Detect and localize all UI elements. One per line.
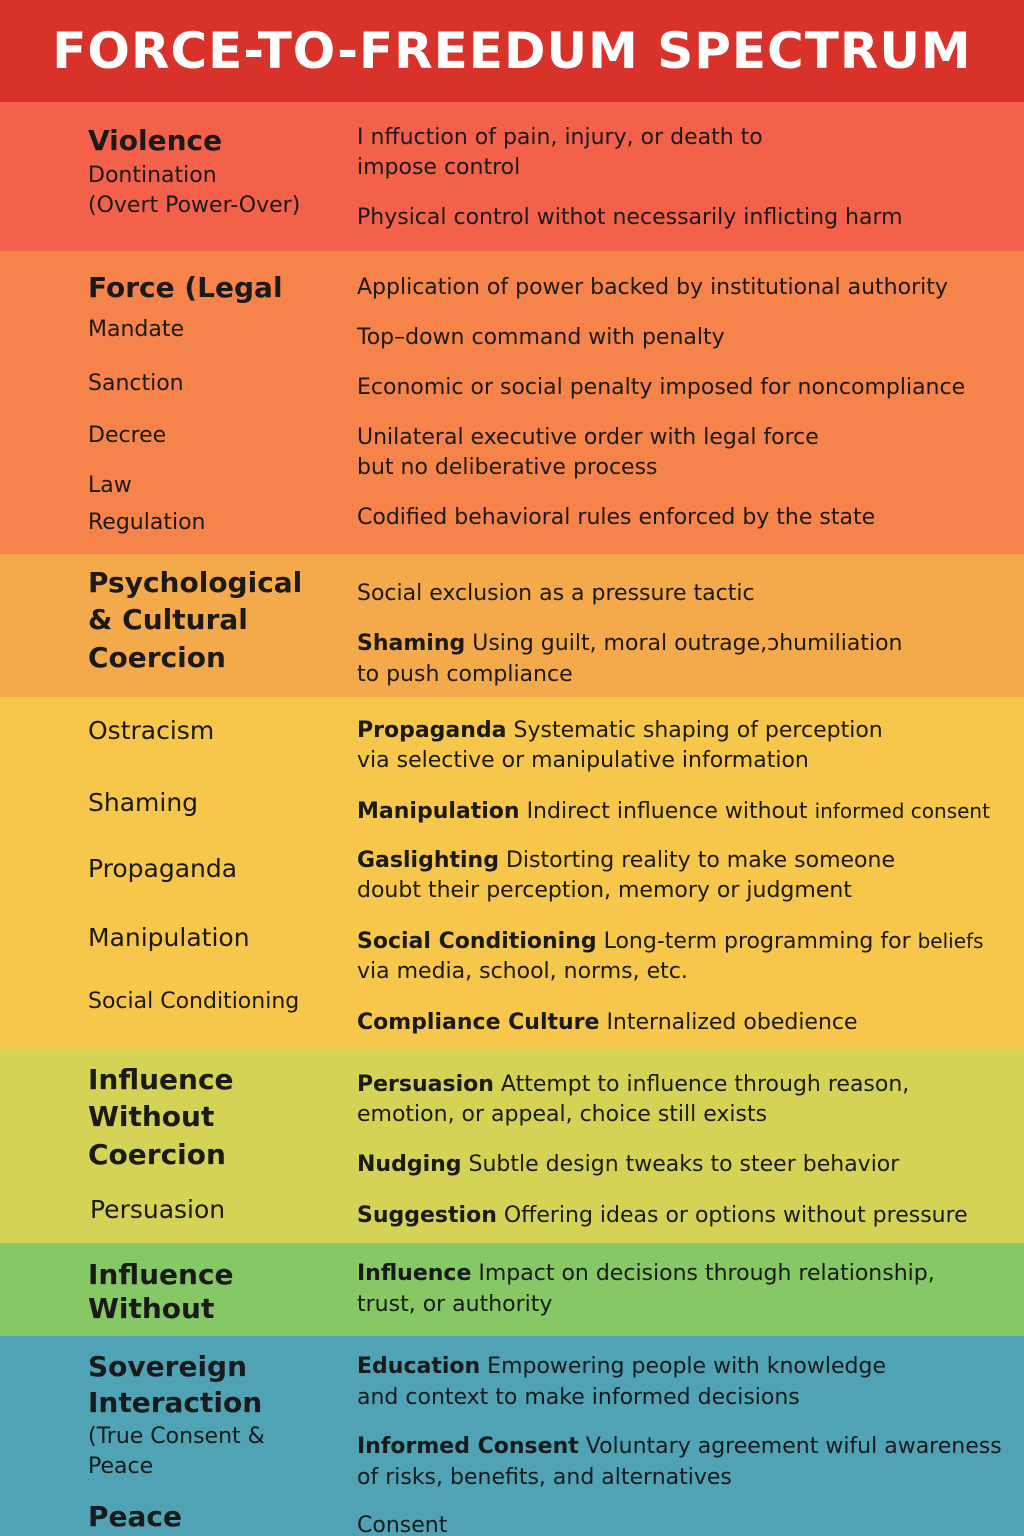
- band-term: Manipulation: [88, 923, 250, 952]
- band-description: of risks, benefits, and alternatives: [357, 1465, 732, 1490]
- band-description: Social exclusion as a pressure tactic: [357, 581, 755, 606]
- band-term: (Overt Power-Over): [88, 193, 301, 218]
- band-term: Sanction: [88, 371, 184, 396]
- band-description: impose control: [357, 155, 521, 180]
- term-text: Empowering people with knowledge: [480, 1354, 886, 1379]
- term-bold: Education: [357, 1354, 481, 1379]
- band-description: emotion, or appeal, choice still exists: [357, 1102, 768, 1127]
- term-bold: Propaganda: [357, 718, 507, 743]
- band-description: Unilateral executive order with legal force: [357, 425, 819, 450]
- band-description: Physical control withot necessarily inflicting harm: [357, 205, 903, 230]
- band-term: (True Consent &: [88, 1424, 265, 1449]
- term-bold: Shaming: [357, 631, 466, 656]
- band-heading: Violence: [88, 124, 223, 157]
- term-bold: Social Conditioning: [357, 929, 597, 954]
- band-description: and context to make informed decisions: [357, 1385, 800, 1410]
- term-text: Using guilt, moral outrage,ɔhumiliation: [465, 631, 903, 656]
- band-description: [357, 1432, 1002, 1462]
- term-text: Impact on decisions through relationship,: [471, 1261, 935, 1286]
- band-description: Economic or social penalty imposed for noncompliance: [357, 375, 966, 400]
- term-bold: Compliance Culture: [357, 1010, 600, 1035]
- band-description: [357, 1259, 935, 1289]
- band-description: [357, 846, 895, 876]
- band-term: Shaming: [88, 788, 199, 817]
- term-bold: Gaslighting: [357, 848, 499, 873]
- band-heading: Interaction: [88, 1386, 263, 1419]
- term-text: Subtle design tweaks to steer behavior: [461, 1152, 900, 1177]
- band-description: Application of power backed by institutional authority: [357, 275, 948, 300]
- term-text: Offering ideas or options without pressure: [496, 1203, 968, 1228]
- band-description: doubt their perception, memory or judgment: [357, 878, 852, 903]
- band-description: [357, 1201, 968, 1231]
- band-heading: Sovereign: [88, 1350, 248, 1383]
- band-term: Mandate: [88, 317, 185, 342]
- band-description: [357, 926, 984, 957]
- band-heading: Without: [88, 1100, 215, 1133]
- band-term: Regulation: [88, 510, 206, 535]
- term-bold: Suggestion: [357, 1203, 497, 1228]
- band-description: [357, 796, 990, 827]
- term-text: Internalized obedience: [599, 1010, 858, 1035]
- term-text: Systematic shaping of perception: [506, 718, 883, 743]
- band-heading: Force (Legal: [88, 271, 283, 304]
- band-description: [357, 716, 883, 746]
- term-text: Distorting reality to make someone: [498, 848, 895, 873]
- page-title: FORCE-TO-FREEDUM SPECTRUM: [52, 22, 972, 80]
- band-heading: Without: [88, 1292, 215, 1325]
- band-term: Social Conditioning: [88, 989, 300, 1014]
- band-description: [357, 1352, 886, 1382]
- term-bold: Persuasion: [357, 1072, 494, 1097]
- term-bold: Nudging: [357, 1152, 462, 1177]
- band-heading: Influence: [88, 1258, 234, 1291]
- band-description: Codified behavioral rules enforced by the state: [357, 505, 876, 530]
- band-description: [357, 1070, 909, 1100]
- band-description: via media, school, norms, etc.: [357, 959, 688, 984]
- band-description: but no deliberative process: [357, 455, 658, 480]
- term-text: Voluntary agreement wiful awareness: [578, 1434, 1002, 1459]
- term-text: Attempt to influence through reason,: [493, 1072, 910, 1097]
- band-heading: Influence: [88, 1063, 234, 1096]
- band-violence: [0, 102, 1024, 251]
- term-bold: Manipulation: [357, 799, 520, 824]
- band-psychological-coercion: [0, 554, 1024, 697]
- band-sovereign-interaction: [0, 1336, 1024, 1536]
- band-description: [357, 629, 902, 659]
- band-description: I nffuction of pain, injury, or death to: [357, 125, 763, 150]
- band-description: to push compliance: [357, 662, 573, 687]
- band-term: Persuasion: [90, 1195, 226, 1224]
- term-text: Indirect influence without: [519, 799, 815, 824]
- band-heading: & Cultural: [88, 603, 248, 636]
- band-force-legal: [0, 251, 1024, 554]
- band-manipulation: [0, 697, 1024, 1049]
- band-description: [357, 1150, 899, 1180]
- term-text-small: informed consent: [814, 799, 990, 823]
- band-term: Propaganda: [88, 854, 238, 883]
- band-description: via selective or manipulative information: [357, 748, 809, 773]
- band-term: Decree: [88, 423, 167, 448]
- band-description: [357, 1008, 858, 1038]
- term-text-small: beliefs: [917, 929, 984, 953]
- band-term: Ostracism: [88, 716, 215, 745]
- band-heading: Peace: [88, 1500, 182, 1533]
- band-description: trust, or authority: [357, 1292, 553, 1317]
- band-term: Peace: [88, 1454, 154, 1479]
- term-bold: Informed Consent: [357, 1434, 579, 1459]
- term-text: Long-term programming for: [596, 929, 918, 954]
- band-description: Consent: [357, 1513, 448, 1536]
- band-influence-without-coercion: [0, 1049, 1024, 1243]
- band-influence-without: [0, 1243, 1024, 1336]
- band-term: Dontination: [88, 163, 217, 188]
- term-bold: Influence: [357, 1261, 472, 1286]
- band-term: Law: [88, 473, 132, 498]
- band-description: Top–down command with penalty: [357, 325, 725, 350]
- header-banner: [0, 0, 1024, 102]
- band-heading: Coercion: [88, 1138, 226, 1171]
- band-heading: Coercion: [88, 641, 226, 674]
- band-heading: Psychological: [88, 566, 303, 599]
